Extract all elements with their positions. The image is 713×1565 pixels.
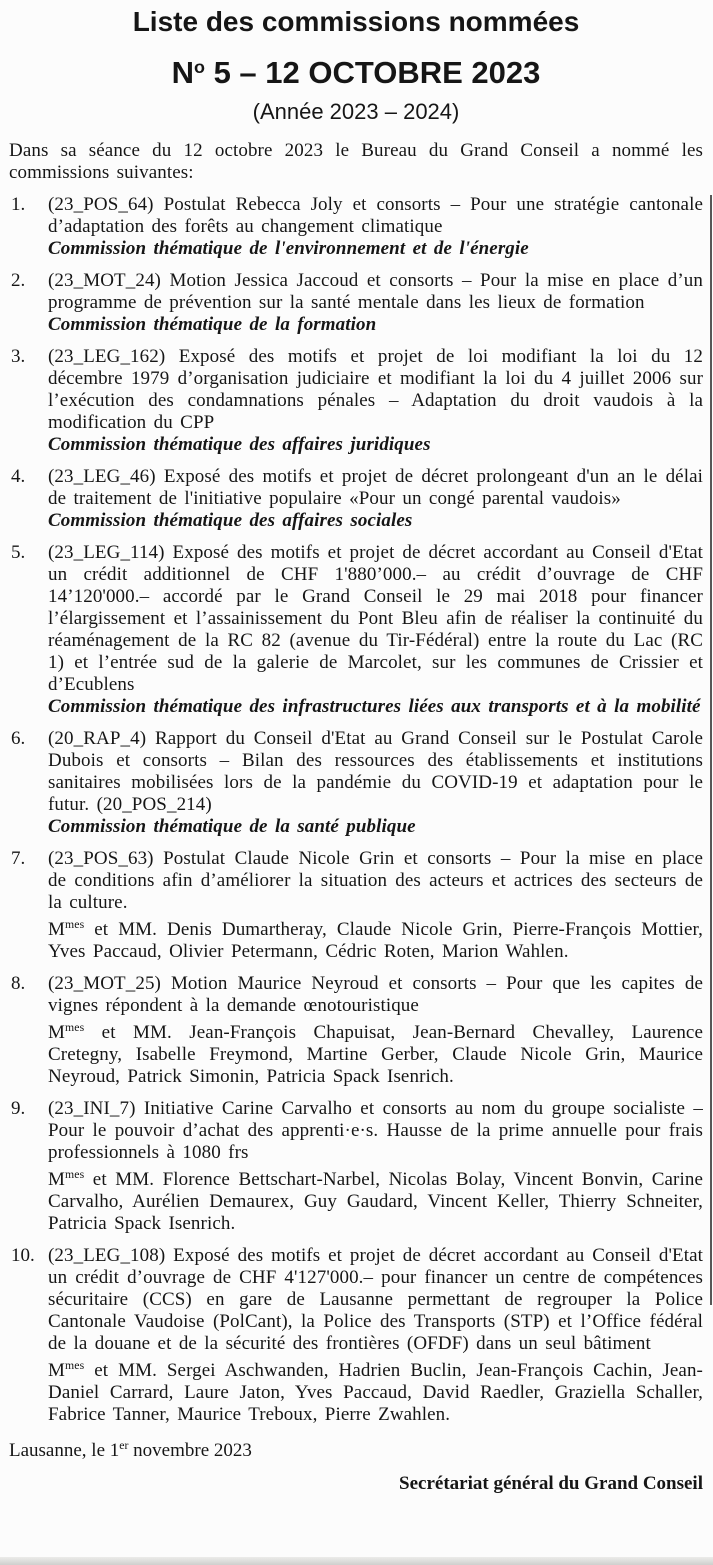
members-names: et MM. Florence Bettschart-Narbel, Nicolas Bolay, Vincent Bonvin, Carine Carvalho, Aurélien Demaurex, Guy Gaudard, Vincent Keller, Thierry Schneiter, Patricia Spack Isenrich. <box>48 1169 703 1234</box>
commission-name: Commission thématique de la formation <box>48 314 377 335</box>
list-item-text: (23_LEG_162) Exposé des motifs et projet de loi modifiant la loi du 12 décembre 1979 d’organisation judiciaire et modifiant la loi du 4 juillet 2006 sur l’exécution des condamnations pénales – Adaptation du droit vaudois à la modification du CPP <box>48 346 703 433</box>
number-rest: 5 – 12 OCTOBRE 2023 <box>204 55 541 90</box>
list-item-text: (23_INI_7) Initiative Carine Carvalho et consorts au nom du groupe socialiste – Pour le pouvoir d’achat des apprenti·e·s. Hausse de la prime annuelle pour frais professionnels à 1080 frs <box>48 1098 703 1163</box>
list-item <box>9 466 703 532</box>
list-item <box>9 270 703 336</box>
mmes-superscript: mes <box>65 918 85 931</box>
list-item <box>9 848 703 963</box>
date-rest: novembre 2023 <box>128 1440 252 1461</box>
mmes-superscript: mes <box>65 1021 85 1034</box>
number-superscript: o <box>193 57 205 77</box>
commission-name: Commission thématique des affaires juridiques <box>48 434 431 455</box>
list-item <box>9 1098 703 1235</box>
commission-list <box>9 194 703 1426</box>
list-item <box>9 346 703 456</box>
signature-line: Secrétariat général du Grand Conseil <box>399 1473 703 1494</box>
list-item <box>9 973 703 1088</box>
members-names: et MM. Denis Dumartheray, Claude Nicole Grin, Pierre-François Mottier, Yves Paccaud, Olivier Petermann, Cédric Roten, Marion Wahlen. <box>48 919 703 962</box>
members-names: et MM. Sergei Aschwanden, Hadrien Buclin, Jean-François Cachin, Jean-Daniel Carrard, Laure Jaton, Yves Paccaud, David Raedler, Graziella Schaller, Fabrice Tanner, Maurice Treboux, Pierre Zwahlen. <box>48 1360 703 1425</box>
mmes-superscript: mes <box>65 1359 85 1372</box>
list-item-number: 5. <box>11 542 26 563</box>
commission-name: Commission thématique de l'environnement et de l'énergie <box>48 238 529 259</box>
list-item-number: 4. <box>11 466 26 487</box>
mmes-base: M <box>48 1022 65 1043</box>
list-item <box>9 542 703 718</box>
year-line: (Année 2023 – 2024) <box>252 99 460 124</box>
list-item-number: 8. <box>11 973 26 994</box>
list-item-number: 2. <box>11 270 26 291</box>
list-item-text: (23_MOT_25) Motion Maurice Neyroud et consorts – Pour que les capites de vignes répondent à la demande œnotouristique <box>48 973 703 1016</box>
members-names: et MM. Jean-François Chapuisat, Jean-Bernard Chevalley, Laurence Cretegny, Isabelle Freymond, Martine Gerber, Claude Nicole Grin, Maurice Neyroud, Patrick Simonin, Patricia Spack Isenrich. <box>48 1022 703 1087</box>
list-item-number: 3. <box>11 346 26 367</box>
date-superscript: er <box>119 1439 129 1452</box>
scan-edge-artifact-right <box>710 195 712 1305</box>
list-item-number: 9. <box>11 1098 26 1119</box>
list-item-text: (23_LEG_108) Exposé des motifs et projet de décret accordant au Conseil d'Etat un crédit d’ouvrage de CHF 4'127'000.– pour financer un centre de compétences sécuritaire (CCS) en gare de Lausanne permettant de regrouper la Police Cantonale Vaudoise (PolCant), la Police des Transports (STP) et l’Office fédéral de la douane et de la sécurité des frontières (OFDF) dans un seul bâtiment <box>48 1245 703 1354</box>
list-item-text: (23_LEG_114) Exposé des motifs et projet de décret accordant au Conseil d'Etat un crédit additionnel de CHF 1'880’000.– au crédit d’ouvrage de CHF 14’120'000.– accordé par le Grand Conseil le 29 mai 2018 pour financer l’élargissement et l’assainissement du Pont Bleu afin de réaliser la continuité du réaménagement de la RC 82 (avenue du Tir-Fédéral) entre la route du Lac (RC 1) et l’entrée sud de la galerie de Marcolet, sur les communes de Crissier et d’Ecublens <box>48 542 703 695</box>
list-item-text: (23_LEG_46) Exposé des motifs et projet de décret prolongeant d'un an le délai de traitement de l'initiative populaire «Pour un congé parental vaudois» <box>48 466 703 509</box>
date-base: Lausanne, le 1 <box>9 1440 120 1461</box>
members-list <box>48 1017 703 1088</box>
document-title: Liste des commissions nommées <box>132 6 580 37</box>
list-item-text: (23_MOT_24) Motion Jessica Jaccoud et consorts – Pour la mise en place d’un programme de prévention sur la santé mentale dans les lieux de formation <box>48 270 703 313</box>
list-item-number: 7. <box>11 848 26 869</box>
list-item <box>9 1245 703 1426</box>
list-item-text: (20_RAP_4) Rapport du Conseil d'Etat au Grand Conseil sur le Postulat Carole Dubois et consorts – Bilan des ressources des établissements et institutions sanitaires mobilisées lors de la pandémie du COVID-19 et adaptation pour le futur. (20_POS_214) <box>48 728 703 815</box>
members-list <box>48 1355 703 1426</box>
place-date-line <box>9 1435 703 1462</box>
scan-edge-artifact-bottom <box>0 1557 713 1565</box>
list-item-text: (23_POS_64) Postulat Rebecca Joly et consorts – Pour une stratégie cantonale d’adaptation des forêts au changement climatique <box>48 194 703 237</box>
intro-paragraph: Dans sa séance du 12 octobre 2023 le Bureau du Grand Conseil a nommé les commissions suivantes: <box>9 140 703 183</box>
list-item-number: 6. <box>11 728 26 749</box>
mmes-superscript: mes <box>65 1168 85 1181</box>
document-number-date <box>9 50 703 90</box>
list-item-text: (23_POS_63) Postulat Claude Nicole Grin et consorts – Pour la mise en place de conditions afin d’améliorer la situation des acteurs et actrices des secteurs de la culture. <box>48 848 703 913</box>
mmes-base: M <box>48 919 65 940</box>
commission-name: Commission thématique des infrastructures liées aux transports et à la mobilité <box>48 696 701 717</box>
commission-name: Commission thématique de la santé publique <box>48 816 416 837</box>
list-item <box>9 728 703 838</box>
members-list <box>48 914 703 963</box>
list-item-number: 10. <box>11 1245 35 1266</box>
list-item <box>9 194 703 260</box>
commission-name: Commission thématique des affaires sociales <box>48 510 413 531</box>
mmes-base: M <box>48 1360 65 1381</box>
list-item-number: 1. <box>11 194 26 215</box>
members-list <box>48 1164 703 1235</box>
number-base: N <box>171 55 194 90</box>
mmes-base: M <box>48 1169 65 1190</box>
